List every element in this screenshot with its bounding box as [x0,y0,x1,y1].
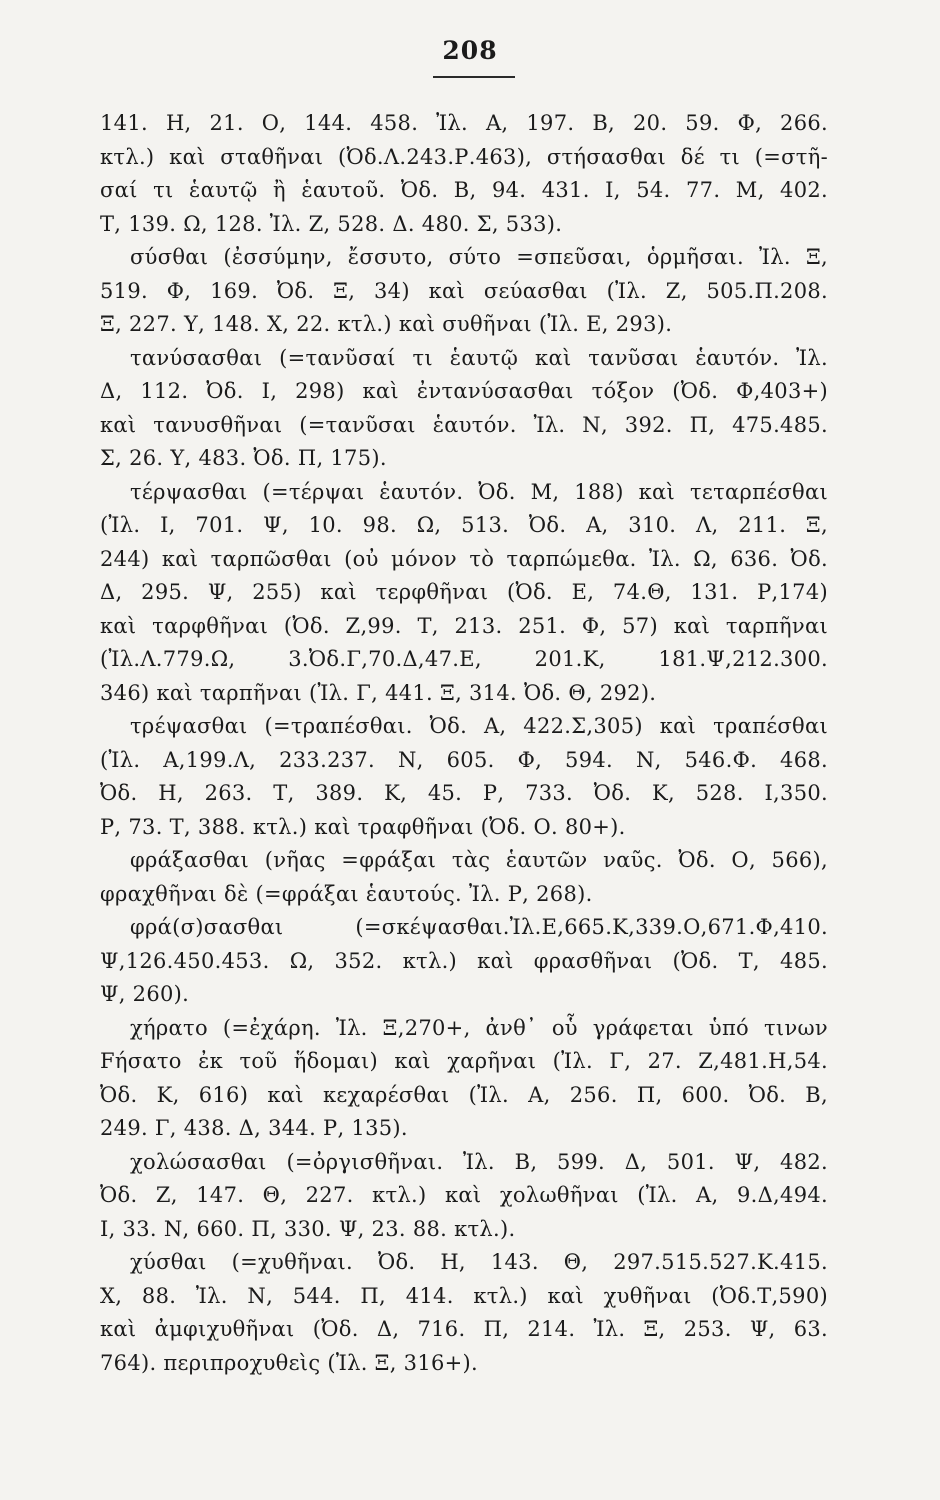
entry-line: σύσθαι (ἐσσύμην, ἔσσυτο, σύτο =σπεῦσαι, ὁρμῆσαι. Ἰλ. Ξ, [130,245,828,269]
text-line: 346) καὶ ταρπῆναι (Ἰλ. Γ, 441. Ξ, 314. Ὀδ. Θ, 292). [100,680,657,705]
text-line: Ὀδ. Ζ, 147. Θ, 227. κτλ.) καὶ χολωθῆναι (Ἰλ. Α, 9.Δ,494. [100,1183,828,1207]
text-line: κτλ.) καὶ σταθῆναι (Ὀδ.Λ.243.Ρ.463), στήσασθαι δέ τι (=στῆ- [100,144,828,169]
text-line: 764). περιπροχυθεὶς (Ἰλ. Ξ, 316+). [100,1350,479,1375]
entry-line: τέρψασθαι (=τέρψαι ἑαυτόν. Ὀδ. Μ, 188) καὶ τεταρπέσθαι [130,479,828,504]
text-line: σαί τι ἑαυτῷ ἢ ἑαυτοῦ. Ὀδ. Β, 94. 431. Ι, 54. 77. Μ, 402. [100,178,828,202]
text-line: Fήσατο ἐκ τοῦ ἥδομαι) καὶ χαρῆναι (Ἰλ. Γ, 27. Ζ,481.Η,54. [100,1049,828,1073]
text-line: Δ, 112. Ὀδ. Ι, 298) καὶ ἐντανύσασθαι τόξον (Ὀδ. Φ,403+) [100,379,828,403]
entry-line: χήρατο (=ἐχάρη. Ἰλ. Ξ,270+, ἀνθ᾽ οὗ γράφεται ὑπό τινων [130,1015,828,1040]
text-line: Ρ, 73. Τ, 388. κτλ.) καὶ τραφθῆναι (Ὀδ. Ο. 80+). [100,814,626,839]
text-line: 519. Φ, 169. Ὀδ. Ξ, 34) καὶ σεύασθαι (Ἰλ. Ζ, 505.Π.208. [100,278,828,303]
text-line: Χ, 88. Ἰλ. Ν, 544. Π, 414. κτλ.) καὶ χυθῆναι (Ὀδ.Τ,590) [100,1283,828,1308]
entry-line: τρέψασθαι (=τραπέσθαι. Ὀδ. Α, 422.Σ,305) καὶ τραπέσθαι [130,714,828,738]
text-line: καὶ τανυσθῆναι (=τανῦσαι ἑαυτόν. Ἰλ. Ν, 392. Π, 475.485. [100,412,828,437]
entry-line: χύσθαι (=χυθῆναι. Ὀδ. Η, 143. Θ, 297.515.527.Κ.415. [130,1250,828,1274]
entry-line: φρά(σ)σασθαι (=σκέψασθαι.Ἰλ.Ε,665.Κ,339.Ο,671.Φ,410. [130,915,828,939]
entry-line: τανύσασθαι (=τανῦσαί τι ἑαυτῷ καὶ τανῦσαι ἑαυτόν. Ἰλ. [130,345,828,370]
text-line: Ὀδ. Η, 263. Τ, 389. Κ, 45. Ρ, 733. Ὀδ. Κ, 528. Ι,350. [100,781,828,805]
text-line: (Ἰλ.Λ.779.Ω, 3.Ὀδ.Γ,70.Δ,47.Ε, 201.Κ, 181.Ψ,212.300. [100,647,828,671]
text-line: Σ, 26. Υ, 483. Ὀδ. Π, 175). [100,446,387,470]
text-line: καὶ ταρφθῆναι (Ὀδ. Ζ,99. Τ, 213. 251. Φ, 57) καὶ ταρπῆναι [100,613,828,638]
header-rule [433,76,515,78]
text-line: Ὀδ. Κ, 616) καὶ κεχαρέσθαι (Ἰλ. Α, 256. Π, 600. Ὀδ. Β, [100,1082,828,1107]
text-line: φραχθῆναι δὲ (=φράξαι ἑαυτούς. Ἰλ. Ρ, 268). [100,881,593,906]
text-line: 249. Γ, 438. Δ, 344. Ρ, 135). [100,1116,408,1140]
text-line: Ψ,126.450.453. Ω, 352. κτλ.) καὶ φρασθῆναι (Ὀδ. Τ, 485. [100,948,828,973]
text-line: Δ, 295. Ψ, 255) καὶ τερφθῆναι (Ὀδ. Ε, 74.Θ, 131. Ρ,174) [100,580,828,604]
text-line: (Ἰλ. Ι, 701. Ψ, 10. 98. Ω, 513. Ὀδ. Α, 310. Λ, 211. Ξ, [100,513,828,537]
text-line: 244) καὶ ταρπῶσθαι (οὐ μόνον τὸ ταρπώμεθα. Ἰλ. Ω, 636. Ὀδ. [100,546,828,571]
entry-line: χολώσασθαι (=ὀργισθῆναι. Ἰλ. Β, 599. Δ, 501. Ψ, 482. [130,1149,828,1174]
body-text [100,107,828,1380]
text-line: Τ, 139. Ω, 128. Ἰλ. Ζ, 528. Δ. 480. Σ, 533). [100,211,563,236]
text-line: Ι, 33. Ν, 660. Π, 330. Ψ, 23. 88. κτλ.). [100,1216,516,1241]
text-line: Ψ, 260). [100,982,190,1006]
text-line: (Ἰλ. Α,199.Λ, 233.237. Ν, 605. Φ, 594. Ν, 546.Φ. 468. [100,747,828,772]
text-line: Ξ, 227. Υ, 148. Χ, 22. κτλ.) καὶ συθῆναι (Ἰλ. Ε, 293). [100,312,673,336]
page-number: 208 [442,36,498,65]
text-line: καὶ ἀμφιχυθῆναι (Ὀδ. Δ, 716. Π, 214. Ἰλ. Ξ, 253. Ψ, 63. [100,1317,828,1341]
entry-line: φράξασθαι (νῆας =φράξαι τὰς ἑαυτῶν ναῦς. Ὀδ. Ο, 566), [130,848,828,872]
text-line: 141. Η, 21. Ο, 144. 458. Ἰλ. Α, 197. Β, 20. 59. Φ, 266. [100,111,828,135]
